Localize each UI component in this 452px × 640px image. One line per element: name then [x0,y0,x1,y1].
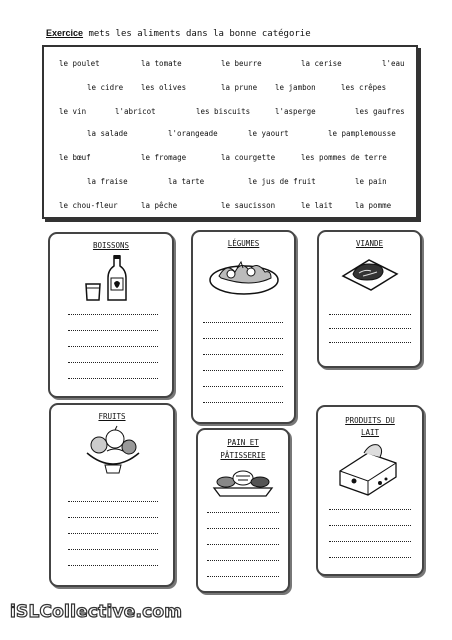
answer-line[interactable] [207,544,279,545]
word-item: le lait [301,201,333,210]
word-item: l'asperge [275,107,316,116]
word-item: l'abricot [115,107,156,116]
card-title-produits-line2: LAIT [360,428,380,437]
word-item: le poulet [59,59,100,68]
word-item: le bœuf [59,153,91,162]
answer-line[interactable] [68,565,158,566]
answer-line[interactable] [68,346,158,347]
word-item: l'orangeade [168,129,218,138]
word-item: la salade [87,129,128,138]
word-item: le jambon [275,83,316,92]
word-item: l'eau [382,59,405,68]
watermark-logo: iSLCollective.com [10,602,183,622]
fruit-bowl-icon [81,425,145,477]
word-item: le chou-fleur [59,201,118,210]
cheese-icon [334,441,402,497]
answer-line[interactable] [207,512,279,513]
word-item: le saucisson [221,201,276,210]
answer-line[interactable] [329,328,411,329]
card-title-boissons: BOISSONS [92,241,130,250]
answer-line[interactable] [68,330,158,331]
answer-line[interactable] [207,560,279,561]
card-title-pain-line2: PÂTISSERIE [220,451,266,460]
answer-line[interactable] [203,322,283,323]
answer-line[interactable] [329,314,411,315]
exercise-label: Exercice [46,28,84,38]
answer-line[interactable] [203,354,283,355]
word-item: la pêche [141,201,178,210]
instruction-text: mets les aliments dans la bonne catégorie [83,29,311,39]
card-produits-du-lait [316,405,424,576]
exercise-instruction [46,28,311,39]
answer-line[interactable] [68,517,158,518]
vegetable-platter-icon [207,254,281,298]
word-item: la prune [221,83,258,92]
answer-line[interactable] [329,525,411,526]
card-title-legumes: LÉGUMES [227,239,260,248]
card-title-produits-line1: PRODUITS DU [345,416,395,425]
answer-line[interactable] [68,501,158,502]
answer-line[interactable] [329,541,411,542]
word-item: le pamplemousse [328,129,396,138]
word-item: la cerise [301,59,342,68]
card-title-fruits: FRUITS [98,412,126,421]
answer-line[interactable] [203,338,283,339]
word-bank [42,45,418,219]
answer-line[interactable] [329,557,411,558]
bottle-and-glass-icon [78,254,140,304]
answer-line[interactable] [203,370,283,371]
answer-line[interactable] [68,378,158,379]
answer-line[interactable] [68,314,158,315]
answer-line[interactable] [329,342,411,343]
word-item: le fromage [141,153,187,162]
word-item: le pain [355,177,387,186]
card-viande [317,230,422,368]
word-item: le yaourt [248,129,289,138]
answer-line[interactable] [207,528,279,529]
card-boissons [48,232,174,398]
word-item: la tomate [141,59,182,68]
card-pain-patisserie [196,428,290,593]
card-fruits [49,403,175,587]
pastry-tray-icon [212,466,274,500]
word-item: la fraise [87,177,128,186]
answer-line[interactable] [68,362,158,363]
card-legumes [191,230,296,424]
word-item: le cidre [87,83,124,92]
word-item: le beurre [221,59,262,68]
answer-line[interactable] [68,549,158,550]
answer-line[interactable] [329,509,411,510]
steak-icon [339,252,401,294]
word-item: les biscuits [196,107,251,116]
answer-line[interactable] [68,533,158,534]
word-item: la pomme [355,201,392,210]
word-item: la tarte [168,177,205,186]
word-item: les pommes de terre [301,153,387,162]
answer-line[interactable] [203,402,283,403]
word-item: le vin [59,107,87,116]
card-title-viande: VIANDE [355,239,384,248]
word-item: la courgette [221,153,276,162]
answer-line[interactable] [203,386,283,387]
word-item: les crêpes [341,83,387,92]
card-title-pain-line1: PAIN ET [227,438,259,447]
word-item: les olives [141,83,187,92]
word-item: les gaufres [355,107,405,116]
answer-line[interactable] [207,576,279,577]
word-item: le jus de fruit [248,177,316,186]
